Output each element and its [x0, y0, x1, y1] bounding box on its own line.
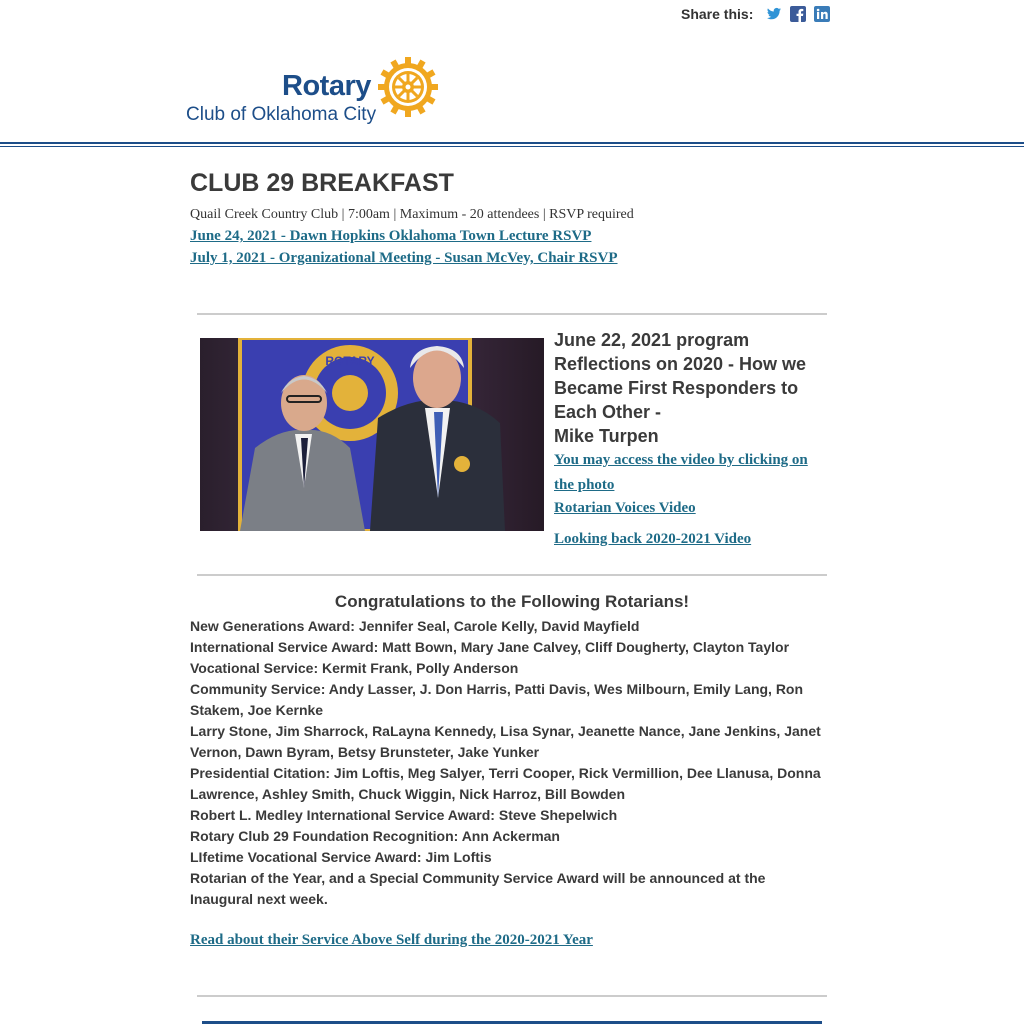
- header-divider: [0, 142, 1024, 144]
- section-divider: [197, 313, 827, 315]
- program-title-line: Became First Responders to: [554, 378, 799, 398]
- logo-subtitle: Club of Oklahoma City: [186, 104, 377, 125]
- award-item: LIfetime Vocational Service Award: Jim Loftis: [190, 849, 492, 865]
- rsvp-link-july-1[interactable]: July 1, 2021 - Organizational Meeting - Susan McVey, Chair RSVP: [190, 250, 618, 266]
- rotary-logo: [186, 56, 438, 130]
- facebook-icon[interactable]: [790, 6, 806, 22]
- award-item: New Generations Award: Jennifer Seal, Carole Kelly, David Mayfield: [190, 618, 640, 634]
- awards-list: [190, 616, 830, 910]
- award-item: Presidential Citation: Jim Loftis, Meg Salyer, Terri Cooper, Rick Vermillion, Dee Llanusa, Donna Lawrence, Ashley Smith, Chuck Wiggin, Nick Harroz, Bill Bowden: [190, 765, 821, 802]
- congrats-heading: Congratulations to the Following Rotarians!: [334, 592, 690, 611]
- share-bar: [681, 4, 838, 24]
- award-item: International Service Award: Matt Bown, Mary Jane Calvey, Cliff Dougherty, Clayton Taylor: [190, 639, 790, 655]
- award-item: Community Service: Andy Lasser, J. Don Harris, Patti Davis, Wes Milbourn, Emily Lang, Ron Stakem, Joe Kernke: [190, 681, 804, 718]
- rsvp-link-june-24[interactable]: June 24, 2021 - Dawn Hopkins Oklahoma Town Lecture RSVP: [190, 228, 592, 244]
- award-item: Robert L. Medley International Service Award: Steve Shepelwich: [190, 807, 618, 823]
- award-item: Rotary Club 29 Foundation Recognition: Ann Ackerman: [190, 828, 560, 844]
- service-above-self-link[interactable]: Read about their Service Above Self during the 2020-2021 Year: [190, 932, 593, 948]
- section-divider: [197, 574, 827, 576]
- program-title-line: Each Other -: [554, 402, 662, 422]
- header-divider-thin: [0, 146, 1024, 147]
- rotarian-voices-video-link[interactable]: Rotarian Voices Video: [554, 500, 696, 516]
- program-photo[interactable]: [200, 338, 544, 531]
- rotary-wheel-icon: [378, 57, 438, 117]
- program-title-line: Mike Turpen: [554, 426, 659, 446]
- section-divider: [197, 995, 827, 997]
- award-item: Larry Stone, Jim Sharrock, RaLayna Kennedy, Lisa Synar, Jeanette Nance, Jane Jenkins, Janet Vernon, Dawn Byram, Betsy Brunsteter, Jake Yunker: [190, 723, 821, 760]
- looking-back-video-link[interactable]: Looking back 2020-2021 Video: [554, 531, 752, 547]
- award-item: Vocational Service: Kermit Frank, Polly Anderson: [190, 660, 519, 676]
- logo-wordmark: Rotary: [282, 70, 371, 102]
- breakfast-title: CLUB 29 BREAKFAST: [190, 169, 454, 197]
- program-title: [554, 328, 824, 448]
- photo-banner-text: ROTARY: [325, 354, 375, 368]
- linkedin-icon[interactable]: [814, 6, 830, 22]
- award-item: Rotarian of the Year, and a Special Community Service Award will be announced at the Inaugural next week.: [190, 870, 766, 907]
- program-title-line: Reflections on 2020 - How we: [554, 354, 807, 374]
- program-title-line: June 22, 2021 program: [554, 330, 750, 350]
- breakfast-details: Quail Creek Country Club | 7:00am | Maximum - 20 attendees | RSVP required: [190, 207, 634, 222]
- program-photo-illustration: [200, 338, 544, 531]
- share-label: Share this:: [681, 6, 754, 22]
- twitter-icon[interactable]: [766, 6, 782, 22]
- video-access-link[interactable]: You may access the video by clicking on the photo: [554, 452, 808, 493]
